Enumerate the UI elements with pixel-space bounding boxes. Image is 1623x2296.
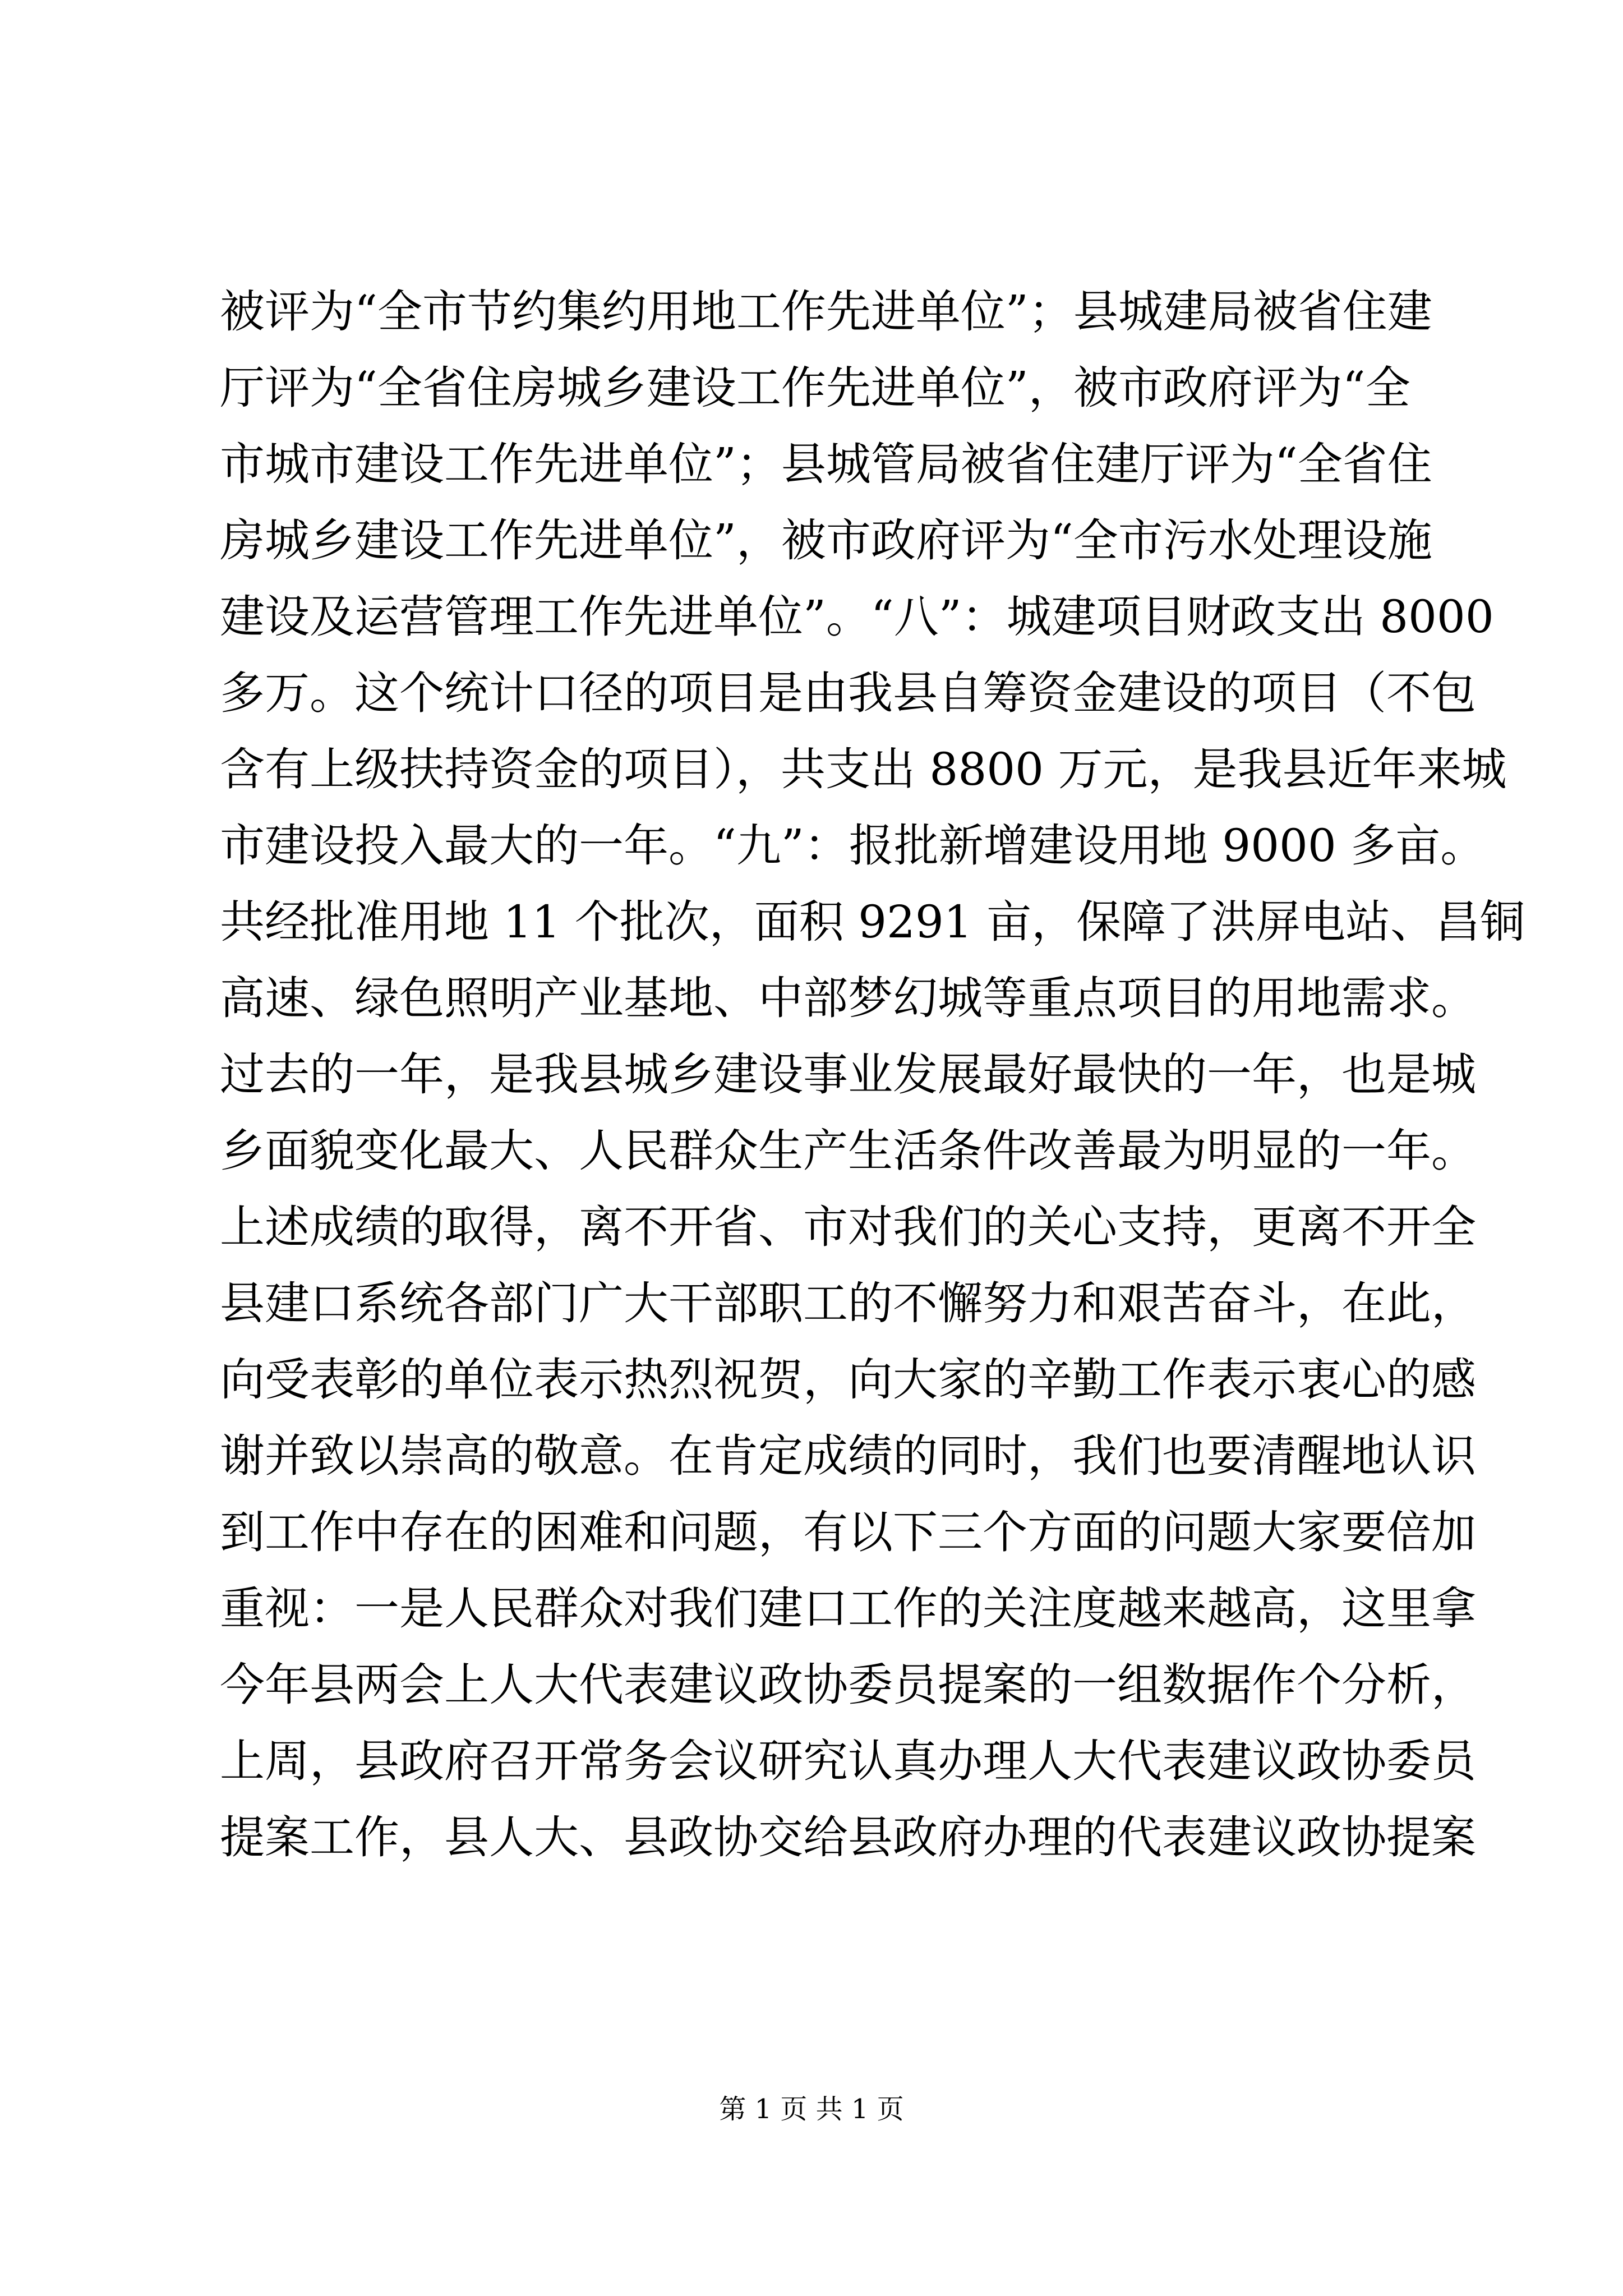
text-line: 今年县两会上人大代表建议政协委员提案的一组数据作个分析， (220, 1659, 1476, 1711)
text-line: 提案工作，县人大、县政协交给县政府办理的代表建议政协提案 (220, 1811, 1476, 1864)
text-line: 共经批准用地 11 个批次，面积 9291 亩，保障了洪屏电站、昌铜 (220, 896, 1525, 948)
text-line: 含有上级扶持资金的项目），共支出 8800 万元，是我县近年来城 (220, 743, 1507, 795)
text-line: 县建口系统各部门广大干部职工的不懈努力和艰苦奋斗，在此， (220, 1277, 1476, 1329)
body-text (220, 274, 1525, 1876)
text-line: 被评为“全市节约集约用地工作先进单位”；县城建局被省住建 (220, 286, 1432, 338)
page-footer (0, 2091, 1623, 2127)
text-line: 重视：一是人民群众对我们建口工作的关注度越来越高，这里拿 (220, 1582, 1476, 1635)
text-line: 高速、绿色照明产业基地、中部梦幻城等重点项目的用地需求。 (220, 972, 1476, 1024)
text-line: 谢并致以崇高的敬意。在肯定成绩的同时，我们也要清醒地认识 (220, 1430, 1476, 1482)
text-line: 乡面貌变化最大、人民群众生产生活条件改善最为明显的一年。 (220, 1125, 1476, 1177)
text-line: 向受表彰的单位表示热烈祝贺，向大家的辛勤工作表示衷心的感 (220, 1354, 1476, 1406)
page-number-label: 第 1 页 共 1 页 (719, 2093, 904, 2125)
text-line: 到工作中存在的困难和问题，有以下三个方面的问题大家要倍加 (220, 1506, 1476, 1558)
text-line: 上周，县政府召开常务会议研究认真办理人大代表建议政协委员 (220, 1735, 1476, 1787)
text-line: 建设及运营管理工作先进单位”。“八”：城建项目财政支出 8000 (220, 591, 1494, 643)
text-line: 上述成绩的取得，离不开省、市对我们的关心支持，更离不开全 (220, 1201, 1476, 1253)
text-line: 过去的一年，是我县城乡建设事业发展最好最快的一年，也是城 (220, 1048, 1476, 1101)
text-line: 多万。这个统计口径的项目是由我县自筹资金建设的项目（不包 (220, 667, 1476, 719)
text-line: 房城乡建设工作先进单位”，被市政府评为“全市污水处理设施 (220, 514, 1432, 567)
text-line: 市建设投入最大的一年。“九”：报批新增建设用地 9000 多亩。 (220, 820, 1486, 872)
text-line: 厅评为“全省住房城乡建设工作先进单位”，被市政府评为“全 (220, 362, 1410, 414)
text-line: 市城市建设工作先进单位”；县城管局被省住建厅评为“全省住 (220, 438, 1432, 490)
